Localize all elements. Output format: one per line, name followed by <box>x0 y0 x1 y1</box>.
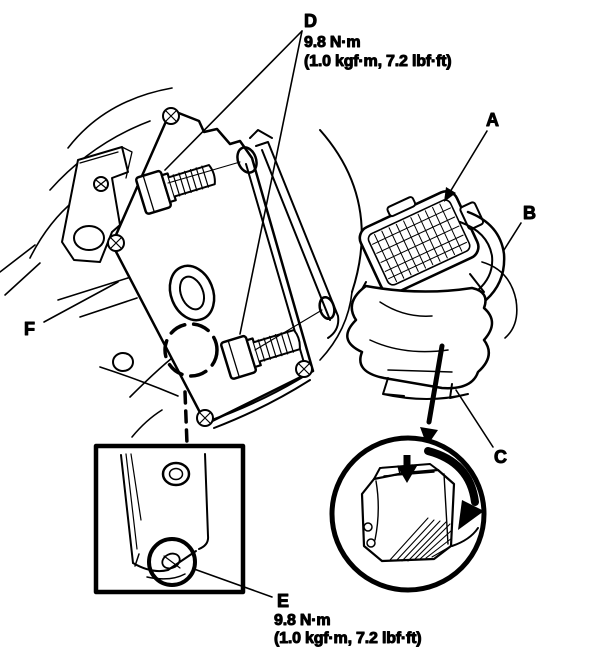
leader-a <box>450 131 487 192</box>
detail-circle-callout <box>332 438 484 590</box>
label-c: C <box>494 447 507 467</box>
leader-c <box>456 390 493 447</box>
side-cover-plate <box>108 108 337 428</box>
torque-d-alt: (1.0 kgf·m, 7.2 lbf·ft) <box>304 53 452 70</box>
torque-e-nm: 9.8 N·m <box>274 612 331 629</box>
torque-e-alt: (1.0 kgf·m, 7.2 lbf·ft) <box>274 630 422 647</box>
leader-b <box>504 223 521 250</box>
label-b: B <box>523 203 536 223</box>
label-a: A <box>486 110 499 130</box>
label-e: E <box>277 591 290 611</box>
harness-bracket <box>347 286 492 399</box>
dowel-hole <box>113 353 133 371</box>
label-d: D <box>304 11 317 31</box>
torque-d-nm: 9.8 N·m <box>304 34 361 51</box>
label-f: F <box>24 319 35 339</box>
bolt-hole-lower <box>317 296 336 321</box>
detail-inset-box <box>96 446 243 592</box>
dashed-leader-line <box>185 392 187 444</box>
